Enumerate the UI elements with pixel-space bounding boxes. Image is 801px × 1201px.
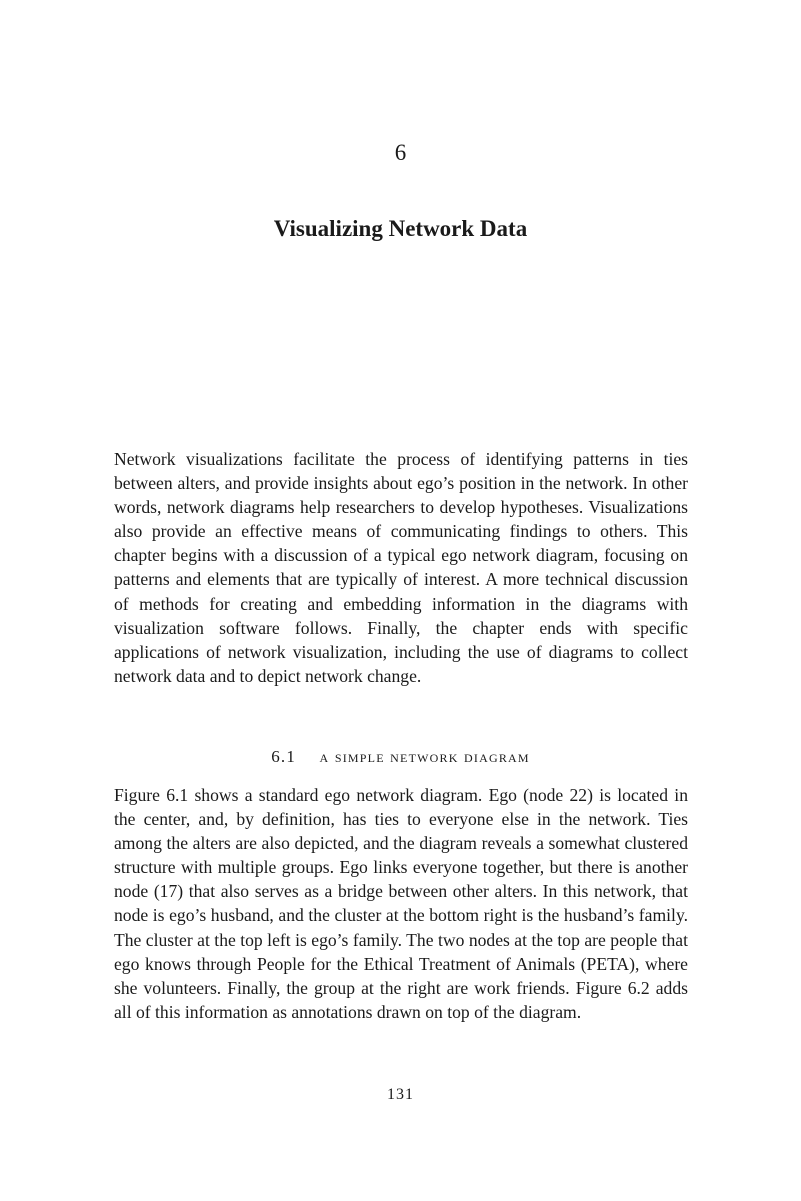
intro-paragraph: Network visualizations facilitate the process of identifying patterns in ties between alters, and provide insights about ego’s position in the network. In other words, network diagrams help researchers to develop hypotheses. Visualizations also provide an effective means of communicating findings to others. This chapter begins with a discussion of a typical ego network diagram, focusing on patterns and elements that are typically of interest. A more technical discussion of methods for creating and embedding information in the diagrams with visualization software follows. Finally, the chapter ends with specific applications of network visualization, including the use of diagrams to collect network data and to depict network change. [114, 449, 688, 686]
section-number: 6.1 [271, 747, 297, 766]
page-number: 131 [387, 1086, 414, 1103]
section-title: a simple network diagram [319, 747, 530, 766]
section-paragraph: Figure 6.1 shows a standard ego network diagram. Ego (node 22) is located in the center, and, by definition, has ties to everyone else in the network. Ties among the alters are also depicted, and the diagram reveals a somewhat clustered structure with multiple groups. Ego links everyone together, but there is another node (17) that also serves as a bridge between other alters. In this network, that node is ego’s husband, and the cluster at the bottom right is the husband’s family. The cluster at the top left is ego’s family. The two nodes at the top are people that ego knows through People for the Ethical Treatment of Animals (PETA), where she volunteers. Finally, the group at the right are work friends. Figure 6.2 adds all of this information as annotations drawn on top of the diagram. [114, 785, 688, 1022]
section-heading [0, 747, 801, 767]
chapter-title: Visualizing Network Data [273, 216, 528, 241]
chapter-number: 6 [394, 140, 407, 165]
